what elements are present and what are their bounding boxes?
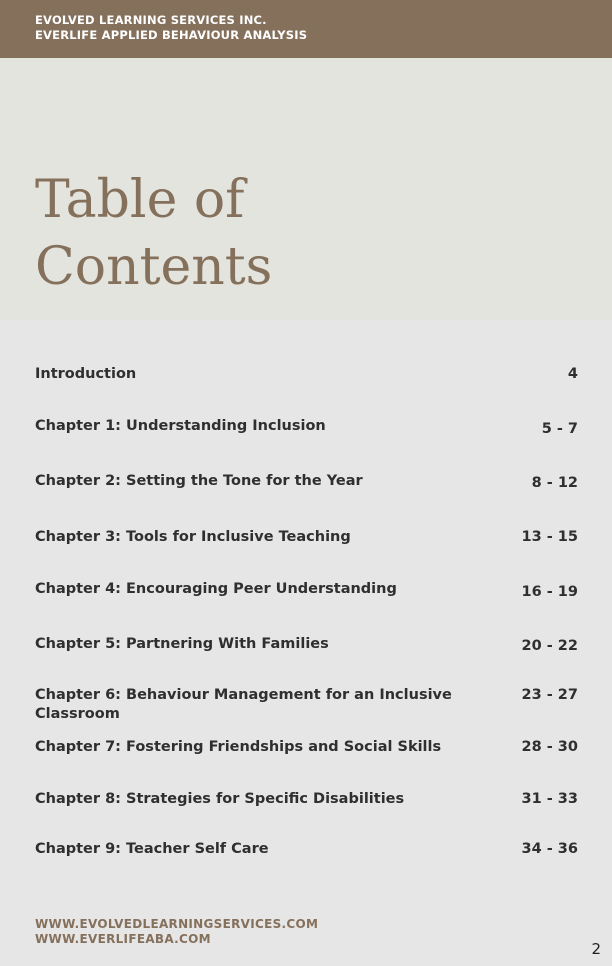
toc-entry-label: Chapter 1: Understanding Inclusion	[35, 418, 326, 434]
toc-entry-pages: 34 - 36	[521, 841, 578, 857]
toc-entry-label: Chapter 7: Fostering Friendships and Social Skills	[35, 739, 442, 755]
toc-entry-label: Chapter 5: Partnering With Families	[35, 636, 329, 652]
website-link-evolved[interactable]: WWW.EVOLVEDLEARNINGSERVICES.COM	[35, 917, 319, 931]
page-title-line-1: Table of	[35, 170, 245, 230]
toc-entry-pages: 20 - 22	[521, 638, 578, 654]
page-number: 2	[591, 940, 601, 958]
toc-entry-label: Chapter 9: Teacher Self Care	[35, 841, 269, 857]
toc-entry-label: Chapter 3: Tools for Inclusive Teaching	[35, 529, 351, 545]
company-subtitle: EVERLIFE APPLIED BEHAVIOUR ANALYSIS	[35, 28, 308, 42]
website-link-everlife[interactable]: WWW.EVERLIFEABA.COM	[35, 932, 211, 946]
company-name: EVOLVED LEARNING SERVICES INC.	[35, 13, 267, 27]
toc-entry-label: Chapter 4: Encouraging Peer Understanding	[35, 581, 397, 597]
toc-entry-pages: 28 - 30	[521, 739, 578, 755]
toc-entry-pages: 23 - 27	[521, 687, 578, 703]
toc-entry-label: Chapter 8: Strategies for Specific Disabilities	[35, 791, 405, 807]
toc-entry-label: Chapter 6: Behaviour Management for an Inclusive Classroom	[35, 687, 452, 722]
toc-entry-pages: 31 - 33	[521, 791, 578, 807]
toc-entry-label: Chapter 2: Setting the Tone for the Year	[35, 473, 363, 489]
toc-entry-pages: 16 - 19	[521, 584, 578, 600]
toc-entry-pages: 13 - 15	[521, 529, 578, 545]
toc-entry-label: Introduction	[35, 366, 137, 382]
toc-entry-pages: 4	[567, 366, 578, 382]
toc-entry-pages: 5 - 7	[541, 421, 578, 437]
toc-entry-pages: 8 - 12	[531, 475, 578, 491]
page-title-line-2: Contents	[35, 237, 273, 297]
header-bar	[0, 0, 612, 58]
